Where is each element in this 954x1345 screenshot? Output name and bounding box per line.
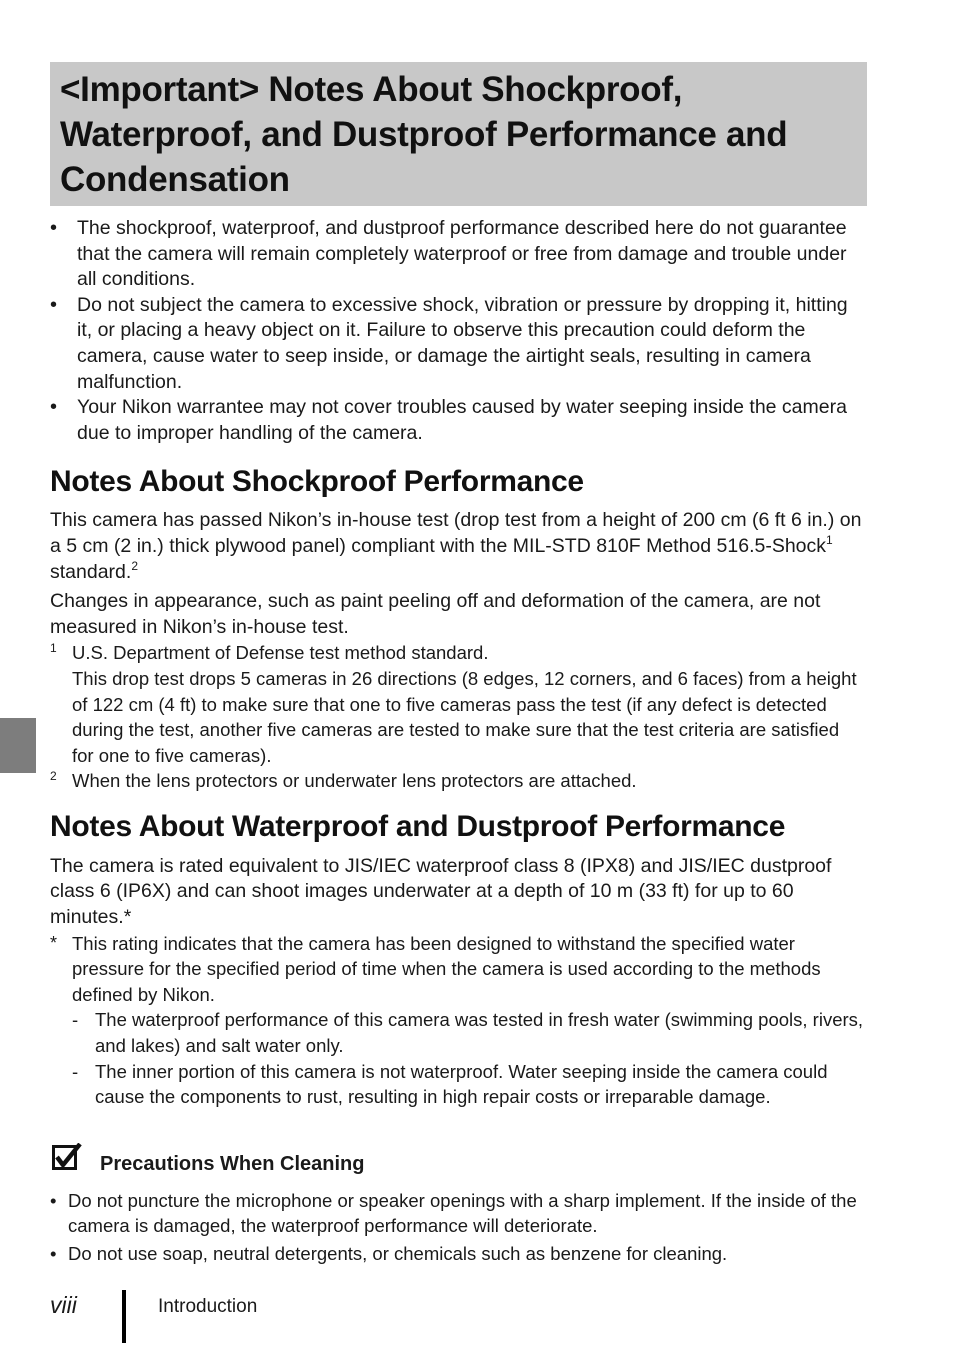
- footnote-text: This rating indicates that the camera has been designed to withstand the specified water pressure for the specified period of time when the camera is used according to the methods defined by Nikon.: [72, 932, 821, 1005]
- footer-divider: [122, 1290, 126, 1343]
- dash-mark: -: [72, 1009, 79, 1031]
- chapter-tab: [0, 718, 36, 773]
- footnote-text: U.S. Department of Defense test method standard.: [72, 642, 489, 664]
- dash-text: The inner portion of this camera is not waterproof. Water seeping inside the camera could cause the components to rust, resulting in high repair costs or irreparable damage.: [95, 1060, 828, 1108]
- footnote-mark: *: [50, 932, 58, 953]
- list-item: • Do not use soap, neutral detergents, or chemicals such as benzene for cleaning.: [50, 1241, 865, 1267]
- dash-item: [50, 1059, 865, 1110]
- footnote-ref-2: 2: [131, 558, 138, 573]
- intro-bullet-list: [50, 216, 865, 446]
- footnote-mark: 1: [50, 641, 57, 656]
- main-content: [50, 216, 865, 1267]
- appearance-paragraph: Changes in appearance, such as paint peeling off and deformation of the camera, are not measured in Nikon’s in-house test.: [50, 590, 821, 638]
- footnote-text: When the lens protectors or underwater lens protectors are attached.: [72, 770, 637, 792]
- waterproof-paragraph: The camera is rated equivalent to JIS/IEC waterproof class 8 (IPX8) and JIS/IEC dustproof class 6 (IP6X) and can shoot images underwater at a depth of 10 m (33 ft) for up to 60 minutes.*: [50, 854, 832, 929]
- shockproof-text: This camera has passed Nikon’s in-house test (drop test from a height of 200 cm (6 ft 6 in.) on a 5 cm (2 in.) thick plywood panel) compliant with the MIL-STD 810F Method 516.5-Shock: [50, 509, 862, 557]
- footnote-mark: 2: [50, 769, 57, 784]
- title-banner: [50, 62, 867, 206]
- shockproof-text-end: standard.: [50, 560, 132, 583]
- rating-footnote: [50, 931, 865, 1008]
- dash-text: The waterproof performance of this camera was tested in fresh water (swimming pools, rivers, and lakes) and salt water only.: [95, 1009, 864, 1057]
- footnote-text: This drop test drops 5 cameras in 26 directions (8 edges, 12 corners, and 6 faces) from a height of 122 cm (4 ft) to make sure that one to five cameras pass the test (if any defect is detected during the test, another five cameras are tested to make sure that the test criteria are satisfied for one to five cameras).: [72, 667, 857, 766]
- dash-mark: -: [72, 1060, 79, 1082]
- list-item: • Do not subject the camera to excessive shock, vibration or pressure by dropping it, hitting it, or placing a heavy object on it. Failure to observe this precaution could deform the camera, cause water to seep inside, or damage the airtight seals, resulting in camera malfunction.: [50, 293, 865, 395]
- page-title: <Important> Notes About Shockproof, Waterproof, and Dustproof Performance and Condensation: [60, 70, 788, 199]
- section-name: Introduction: [158, 1296, 258, 1317]
- cleaning-bullet-list: [50, 1188, 865, 1267]
- page-number: viii: [50, 1292, 77, 1318]
- waterproof-heading: Notes About Waterproof and Dustproof Performance: [50, 809, 786, 843]
- shockproof-paragraph: [50, 508, 865, 585]
- list-item: • Your Nikon warrantee may not cover troubles caused by water seeping inside the camera due to improper handling of the camera.: [50, 395, 865, 446]
- shockproof-heading: Notes About Shockproof Performance: [50, 465, 584, 499]
- dash-item: [50, 1007, 865, 1058]
- check-note-icon: [52, 1143, 82, 1173]
- footnote-2: [50, 768, 865, 794]
- list-item: • Do not puncture the microphone or speaker openings with a sharp implement. If the inside of the camera is damaged, the waterproof performance will deteriorate.: [50, 1188, 865, 1239]
- footnote-1: [50, 640, 865, 768]
- cleaning-heading: Precautions When Cleaning: [100, 1152, 365, 1175]
- footnote-ref-1: 1: [826, 532, 833, 547]
- list-item: • The shockproof, waterproof, and dustproof performance described here do not guarantee that the camera will remain completely waterproof or free from damage and trouble under all conditions.: [50, 216, 865, 293]
- cleaning-note-header: [50, 1143, 865, 1181]
